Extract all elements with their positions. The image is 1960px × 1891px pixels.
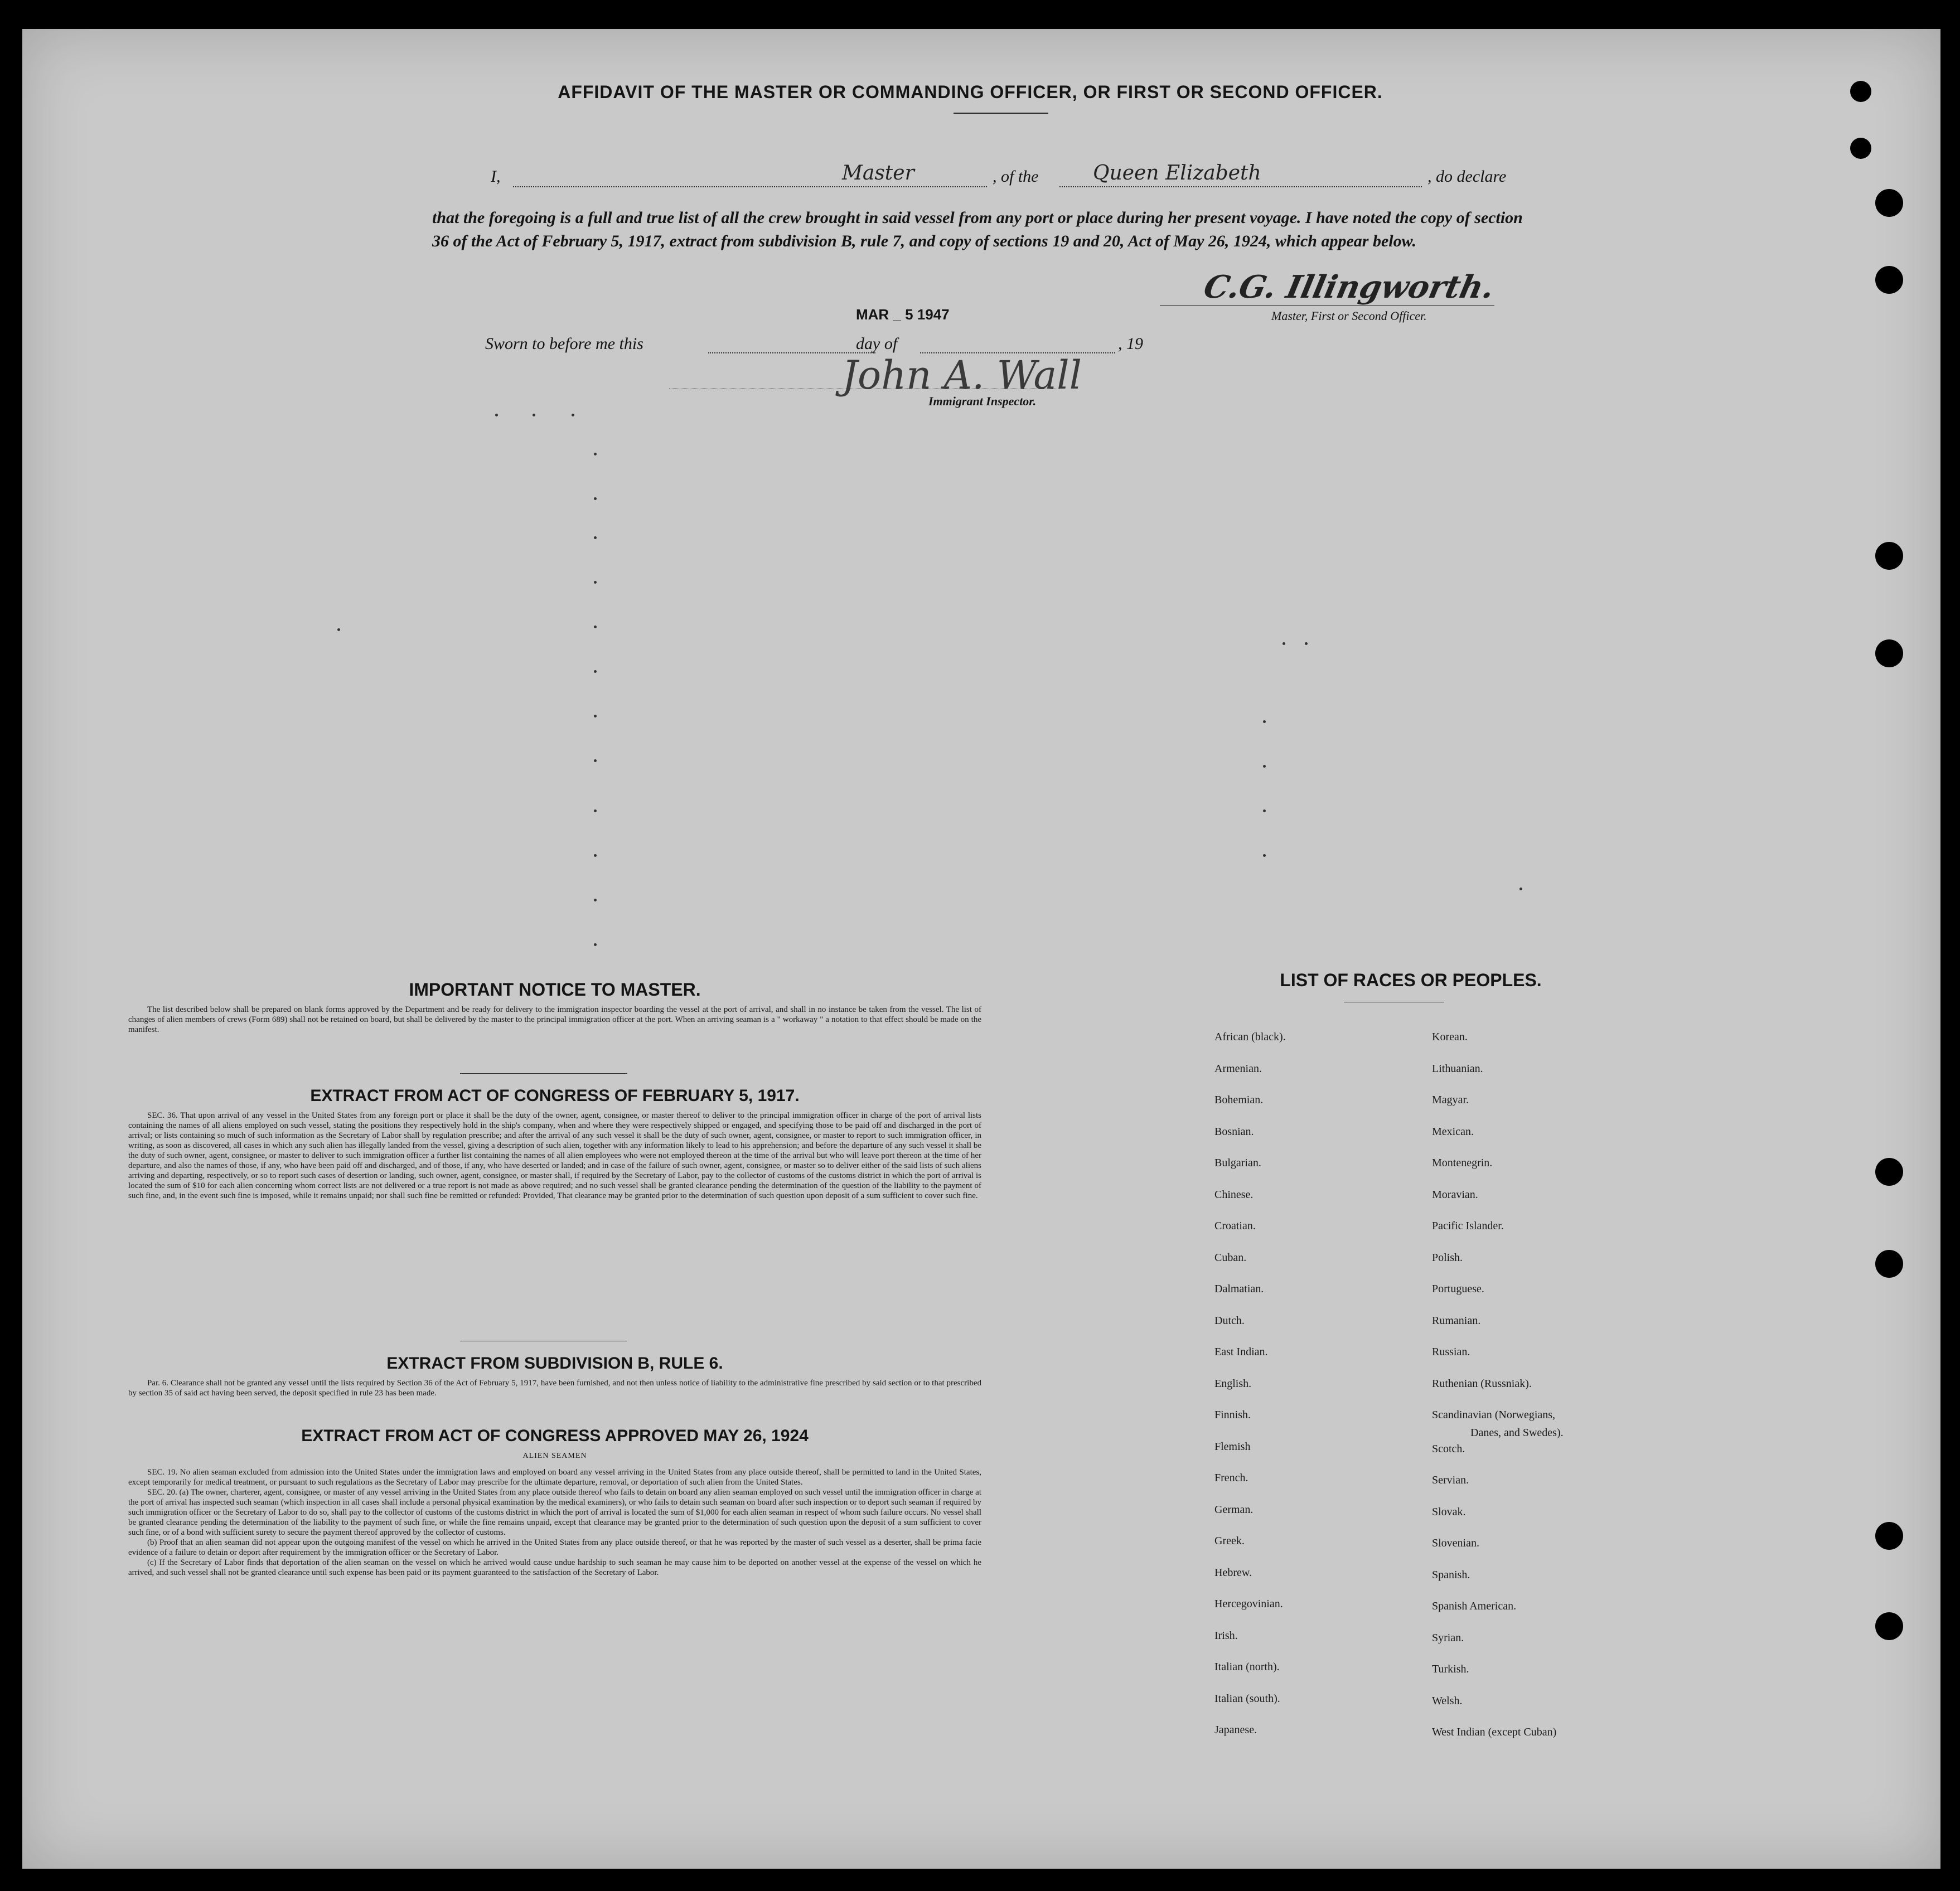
race-left-item: Cuban. [1214,1252,1247,1264]
speck [337,628,340,631]
race-left-item: Armenian. [1214,1063,1262,1075]
sworn-label: Sworn to before me this [485,334,643,353]
act-1917-paragraph: SEC. 36. That upon arrival of any vessel in the United States from any foreign port or place it shall be the duty of the owner, agent, consignee, or master thereof to deliver to the principal immigration officer in charge of the port of arrival lists containing the names of all aliens employed on such vessel, stating the positions they respectively hold in the ship's company, when and where they were respectively shipped or engaged, and specifying those to be paid off and discharged in the port of arrival; or lists containing so much of such information as the Secretary of Labor shall by regulation prescribe; and after the arrival of any such vessel it shall be the duty of such owner, agent, consignee, or master to report to such immigration officer, in writing, as soon as discovered, all cases in which any such alien has illegally landed from the vessel, giving a description of such alien, together with any information likely to lead to his apprehension; and before the departure of any such vessel it shall be the duty of such owner, agent, consignee, or master to deliver to such immigration officer a further list containing the names of all alien employees who were not employed thereon at the time of the arrival but who will leave port thereon at the time of her departure, and also the names of those, if any, who have been paid off and discharged, and of those, if any, who have deserted or landed; and in case of the failure of such owner, agent, consignee, or master so to deliver either of the said lists of such aliens arriving and departing, respectively, or so to report such cases of desertion or landing, such owner, agent, consignee, or master shall, if required by the Secretary of Labor, pay to the collector of customs of the customs district in which the port of arrival is located the sum of $10 for each alien concerning whom correct lists are not delivered or a true report is not made as above required; and no such vessel shall be granted clearance pending the determination of the question of the liability to the payment of such fine, and, in the event such fine is imposed, while it remains unpaid; nor shall such fine be remitted or refunded: Provided, That clearance may be granted prior to the determination of such question upon deposit of a sum sufficient to cover such fine. [128,1111,981,1200]
speck [594,536,597,539]
race-scandinavian-cont: Danes, and Swedes). [1470,1427,1564,1439]
speck [594,670,597,673]
race-left-item: Japanese. [1214,1724,1257,1736]
race-right-item: Slovenian. [1432,1537,1479,1549]
act-1924-sec20a: SEC. 20. (a) The owner, charterer, agent, consignee, or master of any vessel arriving in the United States from any place outside thereof who fails to detain on board any alien seaman employed on such vessel until the immigration officer in charge at the port of arrival has inspected such seaman (which inspection in all cases shall include a personal physical examination by the medical examiners), or who fails to detain such seaman on board after such inspection or to deport such seaman if required by such immigration officer or the Secretary of Labor to do so, shall pay to the collector of customs of the customs district in which the port of arrival is located the sum of $1,000 for each alien seaman in respect of whom such failure occurs. No vessel shall be granted clearance pending the determination of the liability to the payment of such fine, or while the fine remains unpaid, except that clearance may be granted prior to the determination of such question upon the deposit of a sum sufficient to cover such fine, or of a bond with sufficient surety to secure the payment thereof approved by the collector of customs. [128,1488,981,1537]
punch-hole [1875,639,1903,667]
punch-hole [1875,1250,1903,1278]
race-left-item: East Indian. [1214,1346,1268,1358]
master-signature: C.G. Illingworth. [1200,269,1498,306]
speck [594,453,597,455]
act-1924-sec20c: (c) If the Secretary of Labor finds that deportation of the alien seaman on the vessel on which he arrived would cause undue hardship to such seaman he may cause him to be deported on another vessel at the expense of the vessel on which he arrived, and such vessel shall not be granted clearance until such expense has been paid or its payment guaranteed to the satisfaction of the Secretary of Labor. [128,1558,981,1577]
act-1924-subtitle: ALIEN SEAMEN [522,1452,587,1460]
speck [594,899,597,901]
race-right-item: Korean. [1432,1031,1468,1043]
race-left-item: Hebrew. [1214,1567,1252,1579]
speck [533,414,535,416]
race-left-item: Italian (south). [1214,1693,1280,1705]
race-right-item: Servian. [1432,1474,1469,1486]
race-left-item: Greek. [1214,1535,1245,1547]
race-left-item: Finnish. [1214,1409,1251,1421]
race-right-item: Pacific Islander. [1432,1220,1504,1232]
act-1924-title: EXTRACT FROM ACT OF CONGRESS APPROVED MAY 26, 1924 [301,1427,809,1445]
race-right-item: Spanish. [1432,1569,1470,1581]
rank-blank [513,186,987,187]
race-left-item: Flemish [1214,1441,1251,1453]
rank-handwritten: Master [842,162,914,185]
race-left-item: Chinese. [1214,1189,1254,1201]
affidavit-title: AFFIDAVIT OF THE MASTER OR COMMANDING OFFICER, OR FIRST OR SECOND OFFICER. [558,82,1383,102]
race-right-item: Ruthenian (Russniak). [1432,1378,1532,1390]
year-label: , 19 [1118,334,1143,353]
punch-hole [1850,81,1871,102]
affidavit-i-label: I, [491,167,501,186]
speck [1263,765,1266,768]
speck [594,626,597,628]
rule-6-text [128,1378,981,1398]
race-left-item: Irish. [1214,1630,1238,1642]
act-1924-sec19: SEC. 19. No alien seaman excluded from admission into the United States under the immigration laws and employed on board any vessel arriving in the United States from any place outside thereof, shall be permitted to land in the United States, except temporarily for medical treatment, or pursuant to such regulations as the Secretary of Labor may prescribe for the ultimate departure, removal, or deportation of such alien from the United States. [128,1468,981,1487]
race-left-item: German. [1214,1504,1254,1516]
day-of-label: day of [856,334,898,353]
date-stamp: MAR _ 5 1947 [856,306,950,323]
race-right-item: Moravian. [1432,1189,1478,1201]
rule-6-title: EXTRACT FROM SUBDIVISION B, RULE 6. [386,1354,723,1373]
speck [1263,809,1266,812]
master-signature-line [1160,305,1494,306]
speck [594,581,597,584]
race-left-item: Bulgarian. [1214,1157,1261,1169]
speck [594,759,597,762]
of-the-label: , of the [993,167,1039,186]
race-left-item: English. [1214,1378,1252,1390]
act-1924-sec20b: (b) Proof that an alien seaman did not appear upon the outgoing manifest of the vessel on which he arrived in the United States from any place outside thereof, or that he was reported by the master of such vessel as a deserter, shall be prima facie evidence of a failure to detain or deport after requirement by the immigration officer or the Secretary of Labor. [128,1538,981,1557]
speck [1305,642,1308,645]
race-left-item: Bosnian. [1214,1126,1254,1138]
divider-1 [460,1073,627,1074]
race-left-item: Croatian. [1214,1220,1256,1232]
speck [1519,888,1522,890]
punch-hole [1850,138,1871,159]
race-right-item: Lithuanian. [1432,1063,1483,1075]
race-right-item: Welsh. [1432,1695,1463,1707]
speck [1263,720,1266,723]
races-title: LIST OF RACES OR PEOPLES. [1280,970,1542,990]
inspector-signature: John A. Wall [842,352,1082,398]
inspector-caption: Immigrant Inspector. [928,394,1037,408]
act-1917-title: EXTRACT FROM ACT OF CONGRESS OF FEBRUARY 5, 1917. [310,1087,800,1105]
speck [594,497,597,500]
vessel-blank [1059,186,1422,187]
document-page [22,29,1940,1869]
punch-hole [1875,189,1903,217]
race-right-item: Mexican. [1432,1126,1474,1138]
title-divider [954,113,1048,114]
notice-title: IMPORTANT NOTICE TO MASTER. [409,980,701,1000]
notice-paragraph: The list described below shall be prepared on blank forms approved by the Department and be ready for delivery to the immigration inspector boarding the vessel at the port of arrival, and shall in no instance be taken from the vessel. The list of changes of alien members of crews (Form 689) shall not be retained on board, but shall be delivered by the master to the principal immigration officer at the port. When an arriving seaman is a " workaway " a notation to that effect should be made on the manifest. [128,1005,981,1034]
punch-hole [1875,1612,1903,1640]
speck [594,854,597,857]
race-right-item: Rumanian. [1432,1315,1481,1327]
rule-6-paragraph: Par. 6. Clearance shall not be granted any vessel until the lists required by Section 36 of the Act of February 5, 1917, have been furnished, and not then unless notice of liability to the administrative fine prescribed by said section or to that prescribed by section 35 of said act having been served, the deposit specified in rule 23 has been made. [128,1379,981,1398]
speck [1263,854,1266,857]
speck [594,715,597,717]
race-left-item: Dutch. [1214,1315,1245,1327]
race-right-item: Polish. [1432,1252,1463,1264]
punch-hole [1875,266,1903,294]
race-right-item: Scandinavian (Norwegians, [1432,1409,1556,1421]
affidavit-paragraph: that the foregoing is a full and true list of all the crew brought in said vessel from any port or place during her present voyage. I have noted the copy of section 36 of the Act of February 5, 1917, extract from subdivision B, rule 7, and copy of sections 19 and 20, Act of May 26, 1924, which appear below. [432,209,1523,250]
race-right-item: Russian. [1432,1346,1470,1358]
speck [495,414,498,416]
race-left-item: Bohemian. [1214,1094,1264,1106]
speck [594,943,597,946]
race-right-item: Scotch. [1432,1443,1465,1455]
race-right-item: Turkish. [1432,1663,1469,1675]
race-right-item: Portuguese. [1432,1283,1484,1295]
race-left-item: Hercegovinian. [1214,1598,1283,1610]
race-left-item: French. [1214,1472,1248,1484]
declare-label: , do declare [1427,167,1507,186]
notice-text [128,1005,981,1035]
punch-hole [1875,542,1903,570]
race-right-item: Slovak. [1432,1506,1466,1518]
punch-hole [1875,1522,1903,1550]
master-caption: Master, First or Second Officer. [1271,309,1427,323]
race-right-item: Syrian. [1432,1632,1464,1644]
race-left-item: Dalmatian. [1214,1283,1264,1295]
race-right-item: Spanish American. [1432,1600,1517,1612]
race-left-item: Italian (north). [1214,1661,1280,1673]
speck [572,414,574,416]
speck [594,809,597,812]
speck [1283,642,1285,645]
act-1924-text [128,1467,981,1578]
race-right-item: Montenegrin. [1432,1157,1493,1169]
race-left-item: African (black). [1214,1031,1286,1043]
race-right-item: West Indian (except Cuban) [1432,1726,1557,1738]
vessel-handwritten: Queen Elizabeth [1093,162,1261,185]
race-right-item: Magyar. [1432,1094,1469,1106]
punch-hole [1875,1158,1903,1186]
act-1917-text [128,1111,981,1201]
